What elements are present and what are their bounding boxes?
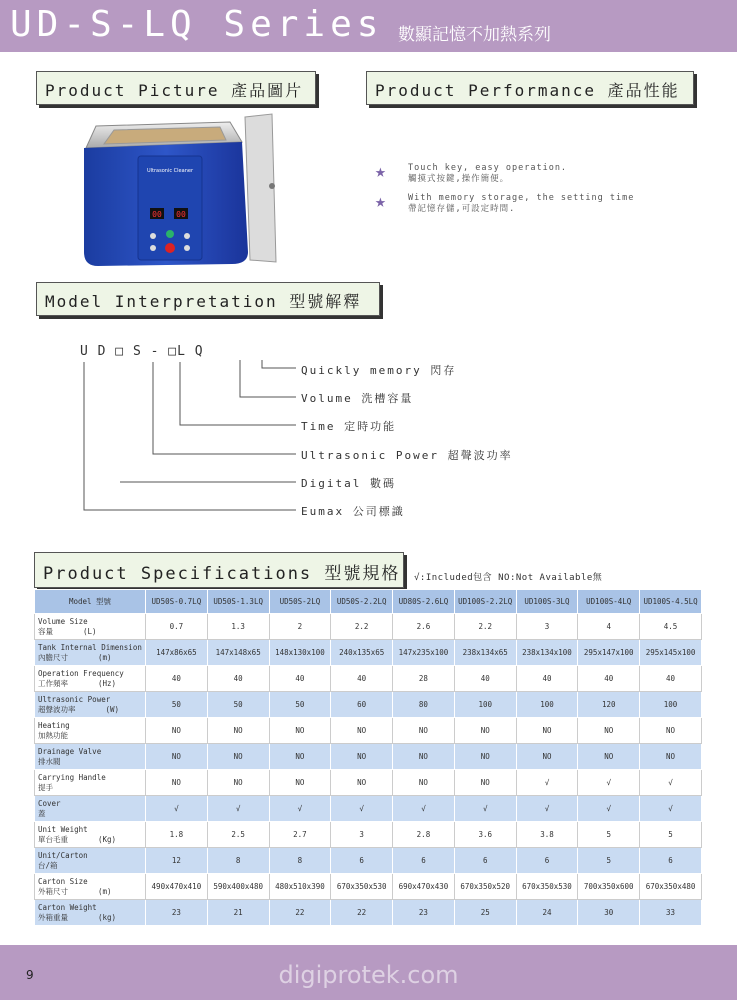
feature-text-cn: 觸摸式按鍵,操作簡便。 [408, 174, 510, 184]
spec-cell: 1.8 [146, 822, 208, 848]
spec-label-unit: (Kg) [98, 834, 117, 844]
spec-cell: 2.7 [269, 822, 331, 848]
spec-cell: NO [269, 744, 331, 770]
spec-cell: 28 [393, 666, 455, 692]
spec-cell: 1.3 [207, 614, 269, 640]
spec-label-unit: (m) [98, 652, 112, 662]
spec-cell: 690x470x430 [393, 874, 455, 900]
spec-model-header: UD80S-2.6LQ [393, 590, 455, 614]
spec-cell: 100 [640, 692, 702, 718]
spec-cell: 22 [269, 900, 331, 926]
spec-cell: NO [393, 770, 455, 796]
spec-cell: √ [331, 796, 393, 822]
ultrasonic-cleaner-image [80, 112, 280, 272]
svg-text:00: 00 [152, 210, 162, 219]
spec-model-header: UD50S-2LQ [269, 590, 331, 614]
spec-cell: √ [516, 796, 578, 822]
spec-row [35, 770, 702, 796]
spec-model-header: UD50S-2.2LQ [331, 590, 393, 614]
spec-cell: √ [207, 796, 269, 822]
spec-cell: 100 [516, 692, 578, 718]
spec-cell: 40 [207, 666, 269, 692]
spec-cell: 238x134x65 [454, 640, 516, 666]
spec-label-cn: 工作頻率 [38, 678, 68, 688]
spec-legend-note: √:Included包含 NO:Not Available無 [414, 573, 603, 583]
spec-cell: NO [269, 718, 331, 744]
model-label-ultrasonic-power: Ultrasonic Power 超聲波功率 [301, 449, 513, 462]
series-subtitle: 數顯記憶不加熱系列 [398, 25, 551, 45]
spec-model-header: UD100S-2.2LQ [454, 590, 516, 614]
spec-label-en: Carrying Handle [38, 772, 106, 782]
spec-cell: NO [146, 718, 208, 744]
spec-cell: 50 [269, 692, 331, 718]
spec-cell: 670x350x480 [640, 874, 702, 900]
spec-row [35, 666, 702, 692]
spec-cell: 40 [331, 666, 393, 692]
section-model-interpretation: Model Interpretation 型號解釋 [36, 282, 380, 316]
spec-cell: 6 [516, 848, 578, 874]
spec-cell: 2.5 [207, 822, 269, 848]
spec-label-cn: 內膽尺寸 [38, 652, 68, 662]
spec-cell: 6 [393, 848, 455, 874]
spec-cell: NO [454, 718, 516, 744]
spec-cell: 40 [516, 666, 578, 692]
spec-label-en: Carton Weight [38, 902, 97, 912]
spec-cell: 8 [269, 848, 331, 874]
spec-cell: 2.2 [454, 614, 516, 640]
spec-label-cn: 超聲波功率 [38, 704, 76, 714]
spec-label-cn: 單台毛重 [38, 834, 68, 844]
spec-model-header: UD100S-4.5LQ [640, 590, 702, 614]
spec-label-unit: (L) [83, 626, 97, 636]
spec-cell: 3 [516, 614, 578, 640]
section-product-picture: Product Picture 產品圖片 [36, 71, 316, 105]
spec-cell: 33 [640, 900, 702, 926]
spec-cell: 100 [454, 692, 516, 718]
spec-label-unit: (m) [98, 886, 112, 896]
model-label-digital: Digital 數碼 [301, 477, 396, 490]
spec-cell: NO [146, 770, 208, 796]
spec-label-en: Drainage Valve [38, 746, 102, 756]
spec-row-label [35, 666, 146, 692]
spec-cell: NO [207, 770, 269, 796]
star-icon: ★ [375, 191, 386, 212]
spec-label-en: Operation Frequency [38, 668, 124, 678]
spec-label-en: Unit/Carton [38, 850, 88, 860]
spec-cell: 6 [640, 848, 702, 874]
spec-cell: 6 [454, 848, 516, 874]
spec-row-label [35, 640, 146, 666]
spec-header-label: Model 型號 [35, 590, 146, 614]
panel-brand-label: Ultrasonic Cleaner [146, 168, 194, 174]
spec-row [35, 822, 702, 848]
spec-cell: NO [207, 744, 269, 770]
spec-cell: 50 [146, 692, 208, 718]
spec-label-unit: (W) [105, 704, 120, 714]
spec-cell: 30 [578, 900, 640, 926]
spec-cell: NO [640, 744, 702, 770]
spec-cell: NO [454, 770, 516, 796]
feature-text-en: With memory storage, the setting time [408, 193, 635, 203]
spec-label-en: Ultrasonic Power [38, 694, 111, 704]
spec-cell: √ [640, 770, 702, 796]
spec-row-label [35, 770, 146, 796]
spec-row [35, 614, 702, 640]
spec-cell: 148x130x100 [269, 640, 331, 666]
spec-row-label [35, 796, 146, 822]
spec-cell: NO [516, 718, 578, 744]
spec-cell: NO [454, 744, 516, 770]
spec-cell: 40 [578, 666, 640, 692]
watermark-site: digiprotek.com [278, 961, 459, 989]
spec-cell: NO [393, 744, 455, 770]
spec-cell: 23 [146, 900, 208, 926]
spec-cell: NO [331, 744, 393, 770]
spec-cell: 22 [331, 900, 393, 926]
model-label-time: Time 定時功能 [301, 420, 397, 433]
spec-cell: 0.7 [146, 614, 208, 640]
spec-cell: 670x350x530 [331, 874, 393, 900]
spec-cell: 4 [578, 614, 640, 640]
spec-row [35, 848, 702, 874]
spec-cell: NO [516, 744, 578, 770]
spec-cell: 295x147x100 [578, 640, 640, 666]
model-label-quick-memory: Quickly memory 閃存 [301, 364, 457, 377]
spec-cell: 40 [146, 666, 208, 692]
spec-cell: NO [578, 744, 640, 770]
feature-text-en: Touch key, easy operation. [408, 163, 568, 173]
spec-cell: NO [269, 770, 331, 796]
feature-text-cn: 帶記憶存儲,可設定時間. [408, 204, 516, 214]
spec-cell: NO [207, 718, 269, 744]
spec-cell: √ [640, 796, 702, 822]
spec-label-en: Unit Weight [38, 824, 88, 834]
spec-cell: 25 [454, 900, 516, 926]
spec-row-label [35, 874, 146, 900]
spec-cell: 147x86x65 [146, 640, 208, 666]
spec-cell: 490x470x410 [146, 874, 208, 900]
section-product-performance: Product Performance 產品性能 [366, 71, 694, 105]
svg-text:00: 00 [176, 210, 186, 219]
spec-cell: 5 [578, 822, 640, 848]
spec-cell: NO [146, 744, 208, 770]
spec-cell: 147x148x65 [207, 640, 269, 666]
spec-cell: 3.6 [454, 822, 516, 848]
spec-cell: 147x235x100 [393, 640, 455, 666]
spec-row-label [35, 718, 146, 744]
spec-row [35, 692, 702, 718]
spec-label-cn: 排水閥 [38, 756, 61, 766]
spec-cell: 40 [269, 666, 331, 692]
spec-cell: √ [146, 796, 208, 822]
spec-row [35, 718, 702, 744]
spec-row-label [35, 614, 146, 640]
spec-cell: NO [578, 718, 640, 744]
model-code: U D □ S - □L Q [80, 344, 204, 359]
spec-cell: √ [393, 796, 455, 822]
spec-label-cn: 外箱尺寸 [38, 886, 68, 896]
spec-cell: 12 [146, 848, 208, 874]
spec-label-cn: 蓋 [38, 808, 46, 818]
spec-cell: √ [454, 796, 516, 822]
star-icon: ★ [375, 161, 386, 182]
spec-label-en: Carton Size [38, 876, 88, 886]
spec-cell: 6 [331, 848, 393, 874]
spec-cell: √ [578, 770, 640, 796]
spec-row-label [35, 692, 146, 718]
spec-cell: 3.8 [516, 822, 578, 848]
spec-row-label [35, 900, 146, 926]
spec-cell: NO [640, 718, 702, 744]
spec-cell: 238x134x100 [516, 640, 578, 666]
spec-cell: √ [516, 770, 578, 796]
spec-cell: 5 [640, 822, 702, 848]
spec-model-header: UD50S-1.3LQ [207, 590, 269, 614]
spec-cell: √ [269, 796, 331, 822]
page-number: 9 [26, 968, 34, 982]
spec-cell: NO [393, 718, 455, 744]
spec-header-row [35, 590, 702, 614]
spec-cell: 480x510x390 [269, 874, 331, 900]
spec-label-cn: 容量 [38, 626, 53, 636]
series-title: UD-S-LQ Series [10, 4, 384, 45]
spec-cell: 295x145x100 [640, 640, 702, 666]
spec-cell: 3 [331, 822, 393, 848]
footer-band [0, 945, 737, 1000]
spec-cell: 2.2 [331, 614, 393, 640]
spec-cell: 120 [578, 692, 640, 718]
spec-cell: 2 [269, 614, 331, 640]
spec-cell: 23 [393, 900, 455, 926]
spec-cell: 240x135x65 [331, 640, 393, 666]
spec-cell: 40 [454, 666, 516, 692]
spec-cell: 5 [578, 848, 640, 874]
model-label-volume: Volume 洗槽容量 [301, 392, 414, 405]
spec-cell: 40 [640, 666, 702, 692]
spec-cell: 700x350x600 [578, 874, 640, 900]
spec-model-header: UD100S-3LQ [516, 590, 578, 614]
model-label-eumax: Eumax 公司標識 [301, 505, 405, 518]
spec-model-header: UD50S-0.7LQ [146, 590, 208, 614]
spec-table-body [35, 590, 702, 926]
section-product-specifications: Product Specifications 型號規格 [34, 552, 404, 588]
spec-cell: NO [331, 770, 393, 796]
spec-cell: NO [331, 718, 393, 744]
spec-cell: 2.8 [393, 822, 455, 848]
spec-model-header: UD100S-4LQ [578, 590, 640, 614]
spec-label-en: Tank Internal Dimension [38, 642, 142, 652]
spec-row-label [35, 822, 146, 848]
spec-cell: 50 [207, 692, 269, 718]
spec-row [35, 796, 702, 822]
spec-cell: 590x400x480 [207, 874, 269, 900]
spec-label-unit: (kg) [98, 912, 117, 922]
spec-label-en: Volume Size [38, 616, 88, 626]
spec-cell: 670x350x530 [516, 874, 578, 900]
spec-table [34, 589, 702, 926]
spec-cell: √ [578, 796, 640, 822]
spec-label-cn: 加熱功能 [38, 730, 68, 740]
spec-cell: 80 [393, 692, 455, 718]
header-band [0, 0, 737, 52]
spec-row [35, 640, 702, 666]
spec-label-en: Cover [38, 798, 61, 808]
spec-label-en: Heating [38, 720, 70, 730]
spec-cell: 21 [207, 900, 269, 926]
spec-row-label [35, 744, 146, 770]
spec-row-label [35, 848, 146, 874]
spec-cell: 670x350x520 [454, 874, 516, 900]
spec-label-cn: 提手 [38, 782, 53, 792]
spec-cell: 4.5 [640, 614, 702, 640]
spec-cell: 24 [516, 900, 578, 926]
spec-cell: 2.6 [393, 614, 455, 640]
spec-label-cn: 外箱重量 [38, 912, 68, 922]
spec-label-cn: 台/箱 [38, 860, 58, 870]
spec-cell: 8 [207, 848, 269, 874]
spec-row [35, 900, 702, 926]
spec-cell: 60 [331, 692, 393, 718]
spec-row [35, 874, 702, 900]
spec-row [35, 744, 702, 770]
spec-label-unit: (Hz) [98, 678, 117, 688]
